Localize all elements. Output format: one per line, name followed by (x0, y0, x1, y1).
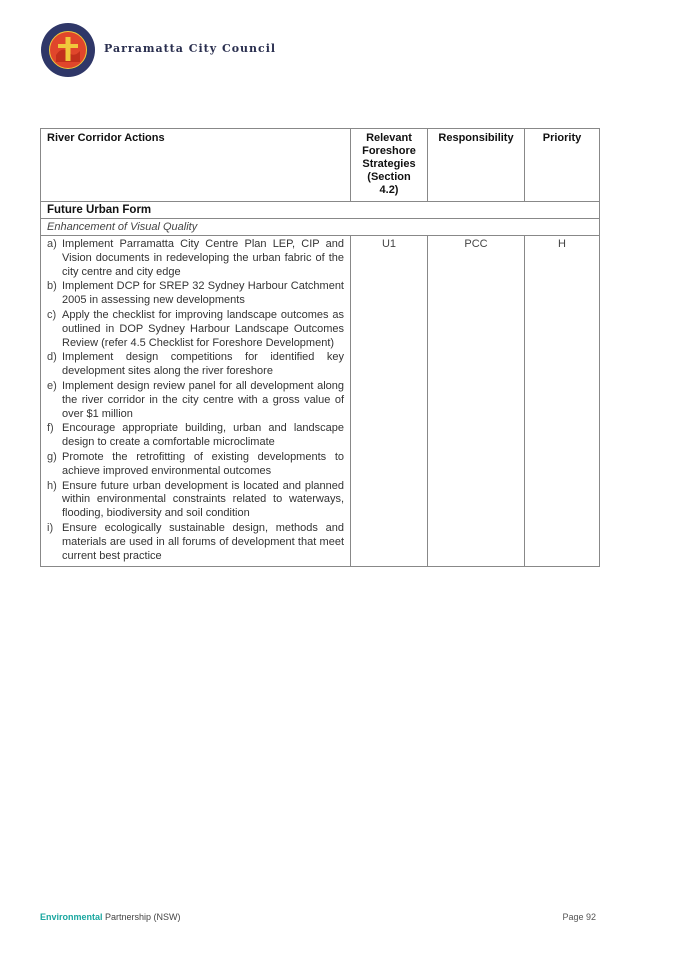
table-header-row (41, 129, 600, 202)
council-name: Parramatta City Council (104, 42, 277, 55)
list-item (47, 351, 344, 379)
action-list (47, 238, 344, 563)
action-text: Implement Parramatta City Centre Plan LEP, CIP and Vision documents in redeveloping the urban fabric of the city centre and city edge (62, 238, 344, 278)
action-text: Implement design competitions for identified key development sites along the river foreshore (62, 351, 344, 378)
table-row (41, 236, 600, 567)
list-item (47, 309, 344, 350)
header-responsibility: Responsibility (428, 129, 525, 202)
list-item (47, 422, 344, 450)
action-text: Encourage appropriate building, urban and landscape design to create a comfortable microclimate (62, 422, 344, 449)
action-letter: a) (47, 238, 57, 250)
action-text: Promote the retrofitting of existing developments to achieve improved environmental outcomes (62, 450, 344, 477)
page-number: Page 92 (562, 912, 596, 922)
strategy-cell: U1 (351, 236, 428, 567)
action-text: Implement DCP for SREP 32 Sydney Harbour Catchment 2005 in assessing new developments (62, 280, 344, 307)
footer-organisation (40, 912, 181, 922)
list-item (47, 522, 344, 563)
list-item (47, 451, 344, 479)
action-letter: h) (47, 479, 57, 492)
action-letter: e) (47, 379, 57, 392)
list-item (47, 280, 344, 308)
subsection-row (41, 219, 600, 236)
subsection-heading: Enhancement of Visual Quality (41, 219, 600, 236)
action-text: Implement design review panel for all development along the river corridor in the city centre with a gross value of over $1 million (62, 379, 344, 420)
action-letter: f) (47, 422, 54, 435)
action-letter: b) (47, 280, 57, 293)
action-text: Apply the checklist for improving landscape outcomes as outlined in DOP Sydney Harbour Landscape Outcomes Review (refer 4.5 Checklist for Foreshore Development) (62, 308, 344, 349)
footer-org: Partnership (NSW) (105, 912, 181, 922)
list-item (47, 238, 344, 279)
action-letter: g) (47, 450, 57, 463)
section-heading: Future Urban Form (41, 202, 600, 219)
action-text: Ensure ecologically sustainable design, methods and materials are used in all forums of development that meet current best practice (62, 521, 344, 562)
page-header (40, 22, 277, 78)
priority-cell: H (525, 236, 600, 567)
action-letter: i) (47, 521, 54, 534)
council-seal-logo (40, 22, 96, 78)
action-letter: d) (47, 351, 57, 364)
section-row (41, 202, 600, 219)
list-item (47, 380, 344, 421)
header-strategies: Relevant Foreshore Strategies (Section 4.2) (351, 129, 428, 202)
header-priority: Priority (525, 129, 600, 202)
footer-brand: Environmental (40, 912, 103, 922)
river-corridor-actions-table (40, 128, 600, 567)
action-letter: c) (47, 308, 57, 321)
header-actions: River Corridor Actions (41, 129, 351, 202)
action-text: Ensure future urban development is located and planned within environmental constraints related to waterways, flooding, biodiversity and soil condition (62, 479, 344, 520)
list-item (47, 480, 344, 521)
actions-cell (41, 236, 351, 567)
responsibility-cell: PCC (428, 236, 525, 567)
